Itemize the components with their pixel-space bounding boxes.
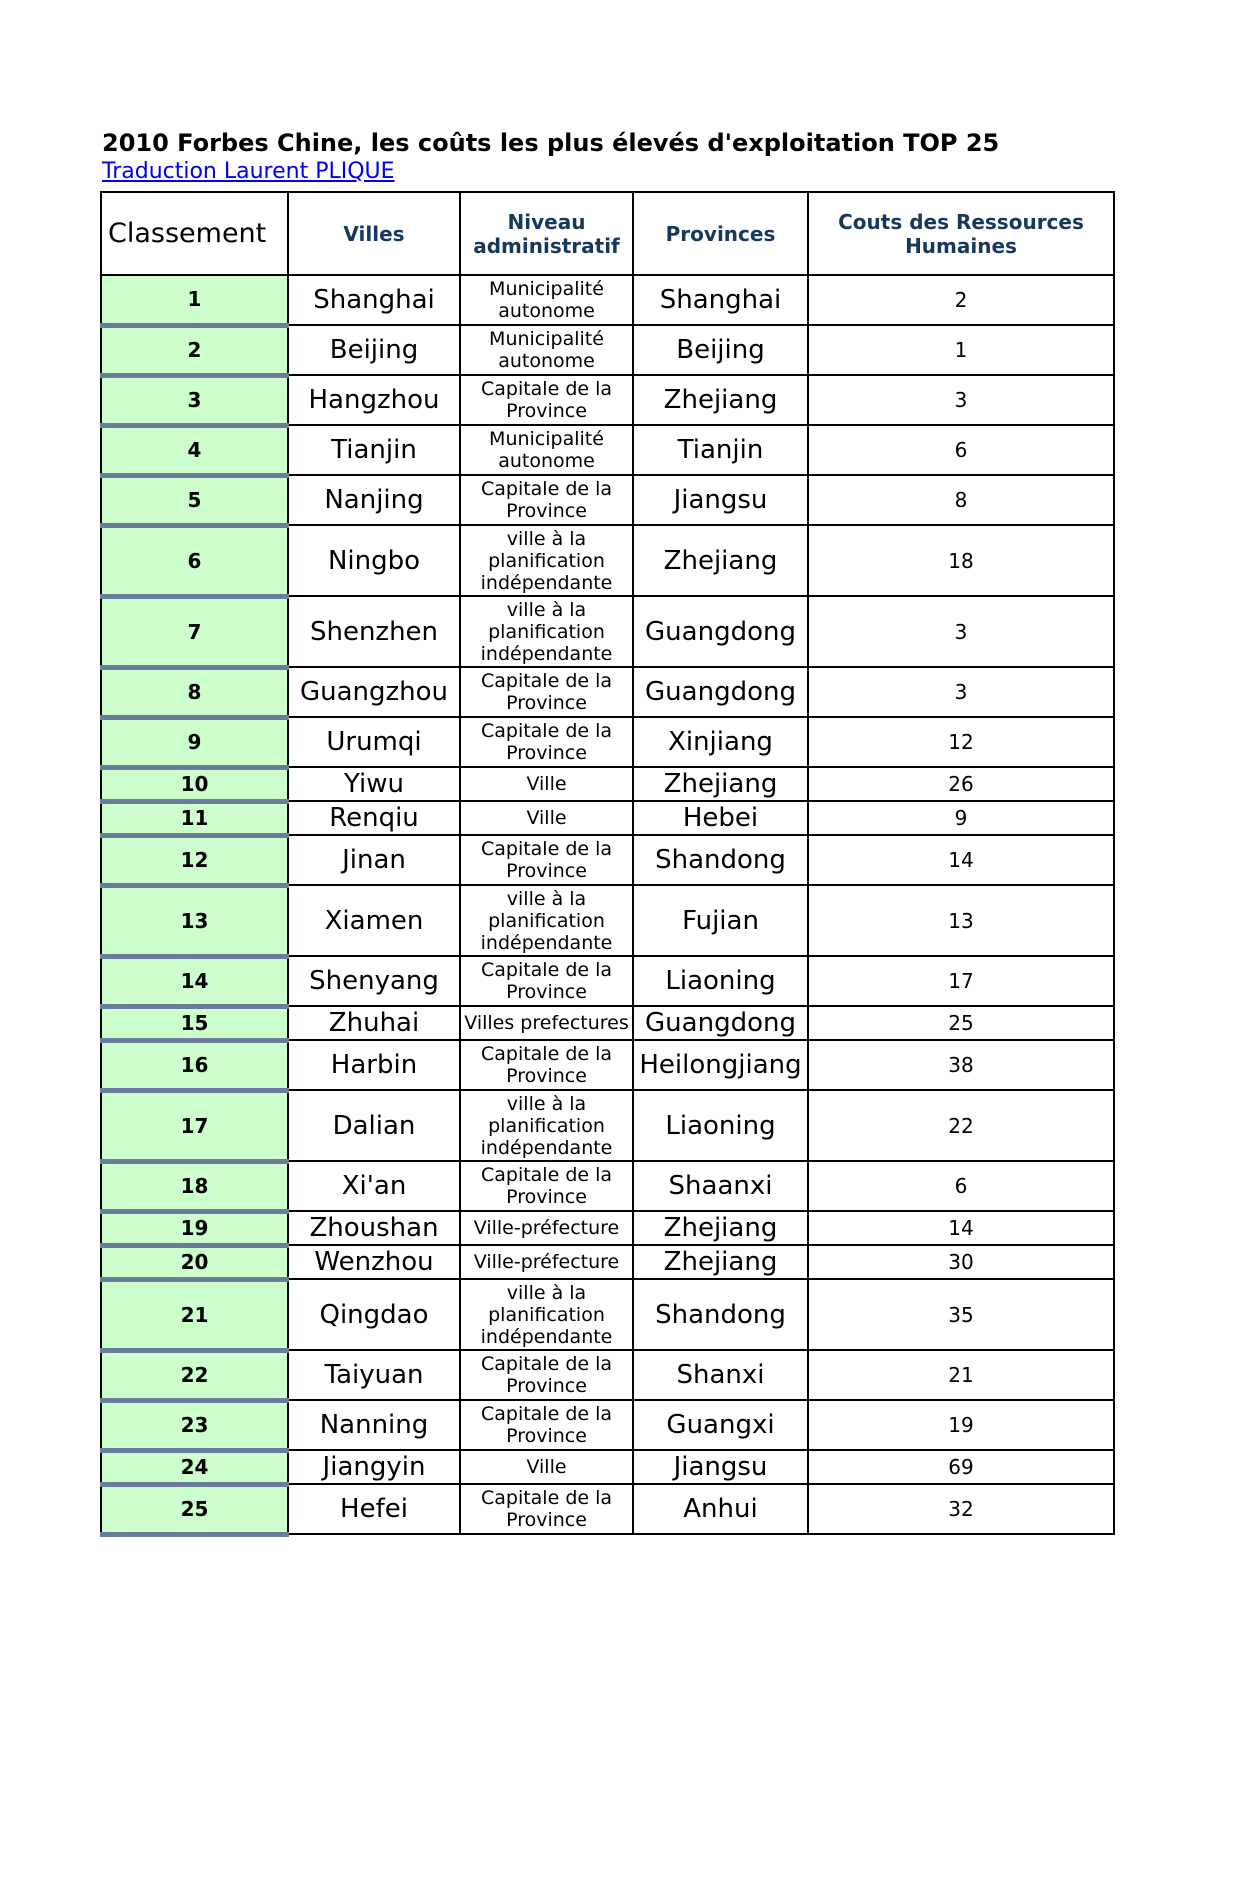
table-row: [101, 1006, 1114, 1040]
rank-cell: 20: [101, 1245, 288, 1279]
city-cell: Jinan: [288, 835, 460, 885]
table-body: [101, 275, 1114, 1534]
admin-level-cell: Capitale de la Province: [460, 835, 633, 885]
rank-cell: 25: [101, 1484, 288, 1534]
rank-cell: 7: [101, 596, 288, 667]
city-cell: Taiyuan: [288, 1350, 460, 1400]
province-cell: Shanghai: [633, 275, 808, 325]
rankings-table: [100, 191, 1115, 1537]
rank-cell: 17: [101, 1090, 288, 1161]
rank-cell: 13: [101, 885, 288, 956]
province-cell: Shaanxi: [633, 1161, 808, 1211]
city-cell: Shanghai: [288, 275, 460, 325]
admin-level-cell: Municipalité autonome: [460, 425, 633, 475]
column-header-niveau-administratif: Niveau administratif: [460, 192, 633, 275]
rank-cell: 5: [101, 475, 288, 525]
admin-level-cell: Capitale de la Province: [460, 1161, 633, 1211]
rank-cell: 24: [101, 1450, 288, 1484]
city-cell: Wenzhou: [288, 1245, 460, 1279]
rank-cell: 18: [101, 1161, 288, 1211]
hr-cost-cell: 14: [808, 835, 1114, 885]
city-cell: Hefei: [288, 1484, 460, 1534]
city-cell: Hangzhou: [288, 375, 460, 425]
city-cell: Zhoushan: [288, 1211, 460, 1245]
column-header-classement: Classement: [101, 192, 288, 275]
province-cell: Guangdong: [633, 596, 808, 667]
hr-cost-cell: 18: [808, 525, 1114, 596]
table-row: [101, 275, 1114, 325]
hr-cost-cell: 2: [808, 275, 1114, 325]
rank-cell: 8: [101, 667, 288, 717]
admin-level-cell: Capitale de la Province: [460, 475, 633, 525]
hr-cost-cell: 1: [808, 325, 1114, 375]
table-row: [101, 1211, 1114, 1245]
table-row: [101, 767, 1114, 801]
hr-cost-cell: 3: [808, 375, 1114, 425]
column-header-villes: Villes: [288, 192, 460, 275]
admin-level-cell: Ville-préfecture: [460, 1211, 633, 1245]
province-cell: Guangdong: [633, 1006, 808, 1040]
province-cell: Hebei: [633, 801, 808, 835]
table-row: [101, 1484, 1114, 1534]
province-cell: Shanxi: [633, 1350, 808, 1400]
admin-level-cell: Villes prefectures: [460, 1006, 633, 1040]
hr-cost-cell: 6: [808, 1161, 1114, 1211]
table-row: [101, 885, 1114, 956]
rank-cell: 3: [101, 375, 288, 425]
province-cell: Zhejiang: [633, 525, 808, 596]
hr-cost-cell: 19: [808, 1400, 1114, 1450]
city-cell: Ningbo: [288, 525, 460, 596]
admin-level-cell: ville à la planification indépendante: [460, 1279, 633, 1350]
rank-cell: 22: [101, 1350, 288, 1400]
city-cell: Yiwu: [288, 767, 460, 801]
hr-cost-cell: 3: [808, 667, 1114, 717]
city-cell: Xi'an: [288, 1161, 460, 1211]
hr-cost-cell: 8: [808, 475, 1114, 525]
province-cell: Jiangsu: [633, 1450, 808, 1484]
province-cell: Fujian: [633, 885, 808, 956]
hr-cost-cell: 38: [808, 1040, 1114, 1090]
rank-cell: 14: [101, 956, 288, 1006]
city-cell: Harbin: [288, 1040, 460, 1090]
province-cell: Shandong: [633, 835, 808, 885]
province-cell: Jiangsu: [633, 475, 808, 525]
city-cell: Urumqi: [288, 717, 460, 767]
admin-level-cell: Capitale de la Province: [460, 375, 633, 425]
hr-cost-cell: 21: [808, 1350, 1114, 1400]
city-cell: Nanjing: [288, 475, 460, 525]
table-row: [101, 1040, 1114, 1090]
province-cell: Beijing: [633, 325, 808, 375]
admin-level-cell: ville à la planification indépendante: [460, 525, 633, 596]
rank-cell: 2: [101, 325, 288, 375]
table-row: [101, 835, 1114, 885]
page-title: 2010 Forbes Chine, les coûts les plus élevés d'exploitation TOP 25: [102, 129, 1000, 157]
province-cell: Zhejiang: [633, 767, 808, 801]
city-cell: Tianjin: [288, 425, 460, 475]
province-cell: Zhejiang: [633, 375, 808, 425]
rank-cell: 6: [101, 525, 288, 596]
hr-cost-cell: 14: [808, 1211, 1114, 1245]
table-row: [101, 375, 1114, 425]
admin-level-cell: Municipalité autonome: [460, 325, 633, 375]
rank-cell: 4: [101, 425, 288, 475]
table-row: [101, 475, 1114, 525]
rank-cell: 15: [101, 1006, 288, 1040]
table-row: [101, 1245, 1114, 1279]
admin-level-cell: Ville: [460, 767, 633, 801]
hr-cost-cell: 35: [808, 1279, 1114, 1350]
hr-cost-cell: 3: [808, 596, 1114, 667]
table-row: [101, 525, 1114, 596]
table-row: [101, 1400, 1114, 1450]
table-row: [101, 1350, 1114, 1400]
table-row: [101, 1161, 1114, 1211]
city-cell: Dalian: [288, 1090, 460, 1161]
province-cell: Shandong: [633, 1279, 808, 1350]
province-cell: Heilongjiang: [633, 1040, 808, 1090]
table-row: [101, 325, 1114, 375]
city-cell: Xiamen: [288, 885, 460, 956]
hr-cost-cell: 12: [808, 717, 1114, 767]
table-row: [101, 956, 1114, 1006]
rank-cell: 21: [101, 1279, 288, 1350]
table-row: [101, 1090, 1114, 1161]
table-row: [101, 1450, 1114, 1484]
rank-cell: 9: [101, 717, 288, 767]
city-cell: Shenyang: [288, 956, 460, 1006]
province-cell: Guangxi: [633, 1400, 808, 1450]
rank-cell: 23: [101, 1400, 288, 1450]
admin-level-cell: ville à la planification indépendante: [460, 596, 633, 667]
city-cell: Qingdao: [288, 1279, 460, 1350]
city-cell: Nanning: [288, 1400, 460, 1450]
hr-cost-cell: 22: [808, 1090, 1114, 1161]
province-cell: Anhui: [633, 1484, 808, 1534]
hr-cost-cell: 69: [808, 1450, 1114, 1484]
admin-level-cell: Capitale de la Province: [460, 956, 633, 1006]
table-row: [101, 717, 1114, 767]
table-row: [101, 596, 1114, 667]
admin-level-cell: Municipalité autonome: [460, 275, 633, 325]
hr-cost-cell: 32: [808, 1484, 1114, 1534]
city-cell: Renqiu: [288, 801, 460, 835]
hr-cost-cell: 17: [808, 956, 1114, 1006]
rank-cell: 16: [101, 1040, 288, 1090]
table-header-row: [101, 192, 1114, 275]
column-header-provinces: Provinces: [633, 192, 808, 275]
city-cell: Shenzhen: [288, 596, 460, 667]
admin-level-cell: Capitale de la Province: [460, 1350, 633, 1400]
hr-cost-cell: 30: [808, 1245, 1114, 1279]
province-cell: Liaoning: [633, 1090, 808, 1161]
table-row: [101, 1279, 1114, 1350]
city-cell: Jiangyin: [288, 1450, 460, 1484]
city-cell: Zhuhai: [288, 1006, 460, 1040]
table-row: [101, 425, 1114, 475]
rank-cell: 19: [101, 1211, 288, 1245]
province-cell: Zhejiang: [633, 1211, 808, 1245]
city-cell: Beijing: [288, 325, 460, 375]
province-cell: Guangdong: [633, 667, 808, 717]
province-cell: Zhejiang: [633, 1245, 808, 1279]
admin-level-cell: ville à la planification indépendante: [460, 1090, 633, 1161]
rank-cell: 12: [101, 835, 288, 885]
hr-cost-cell: 13: [808, 885, 1114, 956]
hr-cost-cell: 6: [808, 425, 1114, 475]
hr-cost-cell: 26: [808, 767, 1114, 801]
province-cell: Liaoning: [633, 956, 808, 1006]
admin-level-cell: Capitale de la Province: [460, 1040, 633, 1090]
admin-level-cell: Ville: [460, 801, 633, 835]
rank-cell: 11: [101, 801, 288, 835]
admin-level-cell: Capitale de la Province: [460, 667, 633, 717]
province-cell: Xinjiang: [633, 717, 808, 767]
admin-level-cell: Capitale de la Province: [460, 717, 633, 767]
document-page: [100, 129, 1113, 1537]
province-cell: Tianjin: [633, 425, 808, 475]
admin-level-cell: Capitale de la Province: [460, 1400, 633, 1450]
table-row: [101, 801, 1114, 835]
city-cell: Guangzhou: [288, 667, 460, 717]
hr-cost-cell: 25: [808, 1006, 1114, 1040]
table-row: [101, 667, 1114, 717]
rank-cell: 1: [101, 275, 288, 325]
admin-level-cell: Ville: [460, 1450, 633, 1484]
column-header-couts-ressources-humaines: Couts des Ressources Humaines: [808, 192, 1114, 275]
hr-cost-cell: 9: [808, 801, 1114, 835]
admin-level-cell: ville à la planification indépendante: [460, 885, 633, 956]
admin-level-cell: Ville-préfecture: [460, 1245, 633, 1279]
admin-level-cell: Capitale de la Province: [460, 1484, 633, 1534]
translation-link[interactable]: Traduction Laurent PLIQUE: [102, 159, 395, 184]
rank-cell: 10: [101, 767, 288, 801]
